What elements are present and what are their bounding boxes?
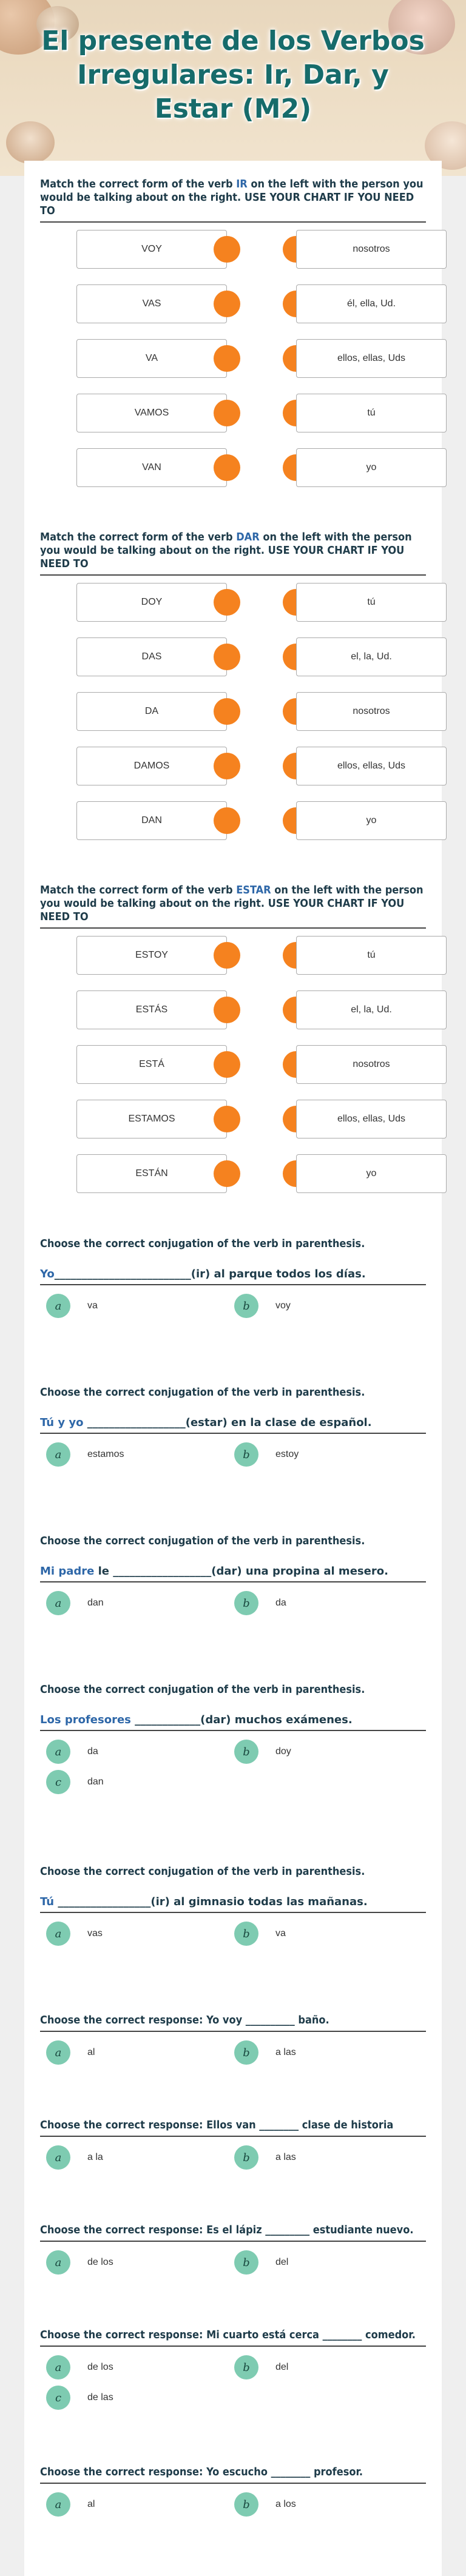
- option-letter-badge: b: [234, 2145, 258, 2170]
- response-question: [40, 2224, 426, 2278]
- option-letter-badge: c: [46, 2386, 70, 2410]
- match-right-item[interactable]: tú: [296, 936, 447, 975]
- option-letter-badge: b: [234, 1591, 258, 1615]
- question-prompt: Match the correct form of the verb IR on the left with the person you would be talking about on the right. USE YOUR CHART IF YOU NEED TO: [40, 178, 426, 223]
- answer-option[interactable]: [46, 1442, 124, 1467]
- match-right-item[interactable]: ellos, ellas, Uds: [296, 747, 447, 785]
- option-letter-badge: a: [46, 2492, 70, 2517]
- answer-option[interactable]: [46, 1922, 103, 1946]
- conjugation-question: [40, 1865, 426, 1949]
- match-right-item[interactable]: nosotros: [296, 230, 447, 269]
- option-letter-badge: a: [46, 1294, 70, 1318]
- question-sentence: Mi padre le __________________(dar) una propina al mesero.: [40, 1565, 426, 1582]
- option-text: da: [275, 1598, 286, 1608]
- match-connector-left[interactable]: [214, 698, 240, 725]
- match-right-item[interactable]: nosotros: [296, 692, 447, 731]
- match-connector-left[interactable]: [214, 291, 240, 317]
- match-right-item[interactable]: el, la, Ud.: [296, 990, 447, 1029]
- response-question: [40, 2466, 426, 2520]
- option-text: va: [275, 1928, 286, 1939]
- option-letter-badge: b: [234, 2040, 258, 2065]
- answer-option[interactable]: [234, 2492, 296, 2517]
- match-connector-left[interactable]: [214, 997, 240, 1023]
- matching-question-dar: [40, 531, 426, 850]
- match-right-item[interactable]: yo: [296, 448, 447, 487]
- match-left-item[interactable]: DAS: [76, 637, 227, 676]
- match-connector-left[interactable]: [214, 753, 240, 779]
- option-letter-badge: a: [46, 1442, 70, 1467]
- option-letter-badge: b: [234, 2355, 258, 2379]
- answer-option[interactable]: [46, 2492, 95, 2517]
- match-right-item[interactable]: ellos, ellas, Uds: [296, 339, 447, 378]
- option-text: a las: [275, 2047, 296, 2057]
- match-left-item[interactable]: VAMOS: [76, 394, 227, 432]
- conjugation-question: [40, 1683, 426, 1798]
- option-text: vas: [87, 1928, 103, 1939]
- option-letter-badge: a: [46, 1740, 70, 1764]
- match-connector-left[interactable]: [214, 1106, 240, 1132]
- option-letter-badge: a: [46, 1591, 70, 1615]
- option-letter-badge: b: [234, 1922, 258, 1946]
- question-sentence: Los profesores ____________(dar) muchos exámenes.: [40, 1713, 426, 1731]
- option-text: de los: [87, 2362, 113, 2372]
- question-prompt: Choose the correct response: Yo escucho ________ profesor.: [40, 2466, 426, 2484]
- question-prompt: Choose the correct conjugation of the verb in parenthesis.: [40, 1237, 365, 1250]
- match-right-item[interactable]: ellos, ellas, Uds: [296, 1100, 447, 1138]
- match-right-item[interactable]: él, ella, Ud.: [296, 284, 447, 323]
- option-letter-badge: a: [46, 2145, 70, 2170]
- header-banner: [0, 0, 466, 176]
- question-sentence: Yo_________________________(ir) al parque todos los días.: [40, 1268, 426, 1285]
- answer-option[interactable]: [234, 1442, 299, 1467]
- match-left-item[interactable]: DOY: [76, 583, 227, 622]
- match-connector-left[interactable]: [214, 644, 240, 670]
- match-connector-left[interactable]: [214, 1160, 240, 1187]
- option-letter-badge: c: [46, 1770, 70, 1794]
- question-prompt: Choose the correct response: Ellos van ________ clase de historia: [40, 2119, 426, 2137]
- match-left-item[interactable]: DA: [76, 692, 227, 731]
- answer-option[interactable]: [234, 1922, 286, 1946]
- answer-option[interactable]: [234, 1294, 291, 1318]
- option-text: da: [87, 1746, 98, 1757]
- answer-option[interactable]: [46, 2145, 103, 2170]
- match-left-item[interactable]: ESTAMOS: [76, 1100, 227, 1138]
- match-left-item[interactable]: DAN: [76, 801, 227, 840]
- page-title: El presente de los Verbos Irregulares: Ir, Dar, y Estar (M2): [41, 25, 425, 124]
- question-prompt: Choose the correct response: Mi cuarto está cerca ________ comedor.: [40, 2329, 426, 2347]
- answer-option[interactable]: [46, 1294, 98, 1318]
- question-sentence: Tú y yo __________________(estar) en la clase de español.: [40, 1416, 426, 1434]
- match-left-item[interactable]: VAN: [76, 448, 227, 487]
- option-text: a las: [275, 2152, 296, 2162]
- match-left-item[interactable]: VAS: [76, 284, 227, 323]
- answer-option[interactable]: [234, 2355, 288, 2379]
- option-letter-badge: a: [46, 1922, 70, 1946]
- answer-option[interactable]: [46, 2386, 113, 2410]
- question-prompt: Choose the correct conjugation of the verb in parenthesis.: [40, 1683, 365, 1696]
- option-letter-badge: b: [234, 1294, 258, 1318]
- question-prompt: Match the correct form of the verb DAR on the left with the person you would be talking about on the right. USE YOUR CHART IF YOU NEED TO: [40, 531, 426, 576]
- answer-option[interactable]: [234, 2145, 296, 2170]
- option-text: al: [87, 2047, 95, 2057]
- match-left-item[interactable]: ESTÁN: [76, 1154, 227, 1193]
- question-prompt: Match the correct form of the verb ESTAR on the left with the person you would be talking about on the right. USE YOUR CHART IF YOU NEED TO: [40, 884, 426, 929]
- option-text: estoy: [275, 1449, 299, 1459]
- answer-option[interactable]: [234, 1740, 291, 1764]
- option-text: estamos: [87, 1449, 124, 1459]
- match-connector-left[interactable]: [214, 942, 240, 969]
- option-letter-badge: b: [234, 2250, 258, 2275]
- match-right-item[interactable]: tú: [296, 394, 447, 432]
- option-letter-badge: b: [234, 1740, 258, 1764]
- match-right-item[interactable]: yo: [296, 1154, 447, 1193]
- answer-option[interactable]: [46, 1770, 104, 1794]
- option-letter-badge: a: [46, 2250, 70, 2275]
- match-left-item[interactable]: VOY: [76, 230, 227, 269]
- match-right-item[interactable]: yo: [296, 801, 447, 840]
- matching-question-estar: [40, 884, 426, 1203]
- option-text: a la: [87, 2152, 103, 2162]
- match-left-item[interactable]: ESTÁS: [76, 990, 227, 1029]
- conjugation-question: [40, 1535, 426, 1619]
- option-text: de los: [87, 2257, 113, 2267]
- worksheet-card: [24, 161, 442, 2576]
- conjugation-question: [40, 1386, 426, 1470]
- match-connector-left[interactable]: [214, 589, 240, 616]
- match-connector-left[interactable]: [214, 1051, 240, 1078]
- match-right-item[interactable]: tú: [296, 583, 447, 622]
- question-sentence: Tú _________________(ir) al gimnasio todas las mañanas.: [40, 1895, 426, 1913]
- match-connector-left[interactable]: [214, 236, 240, 263]
- option-text: del: [275, 2362, 289, 2372]
- match-left-item[interactable]: ESTÁ: [76, 1045, 227, 1084]
- seashell-decoration: [6, 121, 55, 164]
- match-connector-left[interactable]: [214, 807, 240, 834]
- option-text: doy: [275, 1746, 291, 1757]
- answer-option[interactable]: [234, 2250, 288, 2275]
- question-prompt: Choose the correct response: Yo voy __________ baño.: [40, 2014, 426, 2032]
- answer-option[interactable]: [46, 2250, 113, 2275]
- option-letter-badge: b: [234, 2492, 258, 2517]
- option-text: dan: [87, 1777, 104, 1787]
- option-letter-badge: b: [234, 1442, 258, 1467]
- option-letter-badge: a: [46, 2040, 70, 2065]
- answer-option[interactable]: [234, 2040, 296, 2065]
- answer-option[interactable]: [46, 1740, 98, 1764]
- match-connector-left[interactable]: [214, 345, 240, 372]
- option-text: del: [275, 2257, 289, 2267]
- match-connector-left[interactable]: [214, 400, 240, 426]
- match-left-item[interactable]: DAMOS: [76, 747, 227, 785]
- match-left-item[interactable]: VA: [76, 339, 227, 378]
- response-question: [40, 2119, 426, 2173]
- option-text: va: [87, 1300, 98, 1311]
- option-text: de las: [87, 2392, 113, 2403]
- question-prompt: Choose the correct conjugation of the verb in parenthesis.: [40, 1535, 365, 1547]
- option-text: dan: [87, 1598, 104, 1608]
- question-prompt: Choose the correct response: Es el lápiz _________ estudiante nuevo.: [40, 2224, 426, 2242]
- option-text: a los: [275, 2499, 296, 2509]
- option-letter-badge: a: [46, 2355, 70, 2379]
- answer-option[interactable]: [46, 2355, 113, 2379]
- answer-option[interactable]: [234, 1591, 286, 1615]
- response-question: [40, 2329, 426, 2413]
- question-prompt: Choose the correct conjugation of the verb in parenthesis.: [40, 1386, 365, 1399]
- answer-option[interactable]: [46, 2040, 95, 2065]
- conjugation-question: [40, 1237, 426, 1322]
- matching-question-ir: [40, 178, 426, 497]
- match-right-item[interactable]: nosotros: [296, 1045, 447, 1084]
- response-question: [40, 2014, 426, 2068]
- option-text: al: [87, 2499, 95, 2509]
- match-connector-left[interactable]: [214, 454, 240, 481]
- option-text: voy: [275, 1300, 291, 1311]
- answer-option[interactable]: [46, 1591, 104, 1615]
- question-prompt: Choose the correct conjugation of the verb in parenthesis.: [40, 1865, 365, 1878]
- match-left-item[interactable]: ESTOY: [76, 936, 227, 975]
- match-right-item[interactable]: el, la, Ud.: [296, 637, 447, 676]
